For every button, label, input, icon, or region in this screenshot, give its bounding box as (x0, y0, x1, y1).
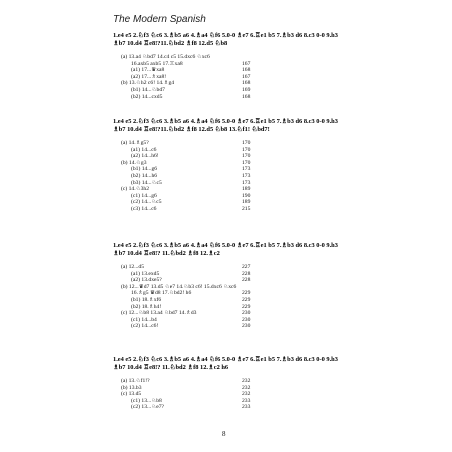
variation-page: 229 (242, 303, 251, 310)
variation-moves: (b2) 18.♗h4! (131, 303, 162, 310)
variation-moves: (b1) 14...g6 (131, 166, 158, 173)
variation-moves: (a2) 14...h6! (131, 153, 159, 160)
variation-page: 233 (242, 397, 251, 404)
variation-moves: (c) 12...♘b8 13.a4 ♘bd7 14.♗d3 (121, 310, 197, 317)
variation-page: 230 (242, 323, 251, 330)
variation-page: 167 (242, 60, 251, 67)
section-heading: 1.e4 e5 2.♘f3 ♘c6 3.♗b5 a6 4.♗a4 ♘f6 5.0-0 ♗e7 6.♖e1 b5 7.♗b3 d6 8.c3 0-0 9.h3 ♗b7 10.d4 ♖e8!?11.♘bd2 ♗f8 12.d5 ♘b8 (113, 32, 338, 47)
variation-page: 230 (242, 316, 251, 323)
variation-page: 190 (242, 192, 251, 199)
variation-moves: (c2) 14...♘c5 (131, 199, 162, 206)
variation-page: 230 (242, 310, 251, 317)
variation-page: 232 (242, 378, 251, 384)
variation-page: 170 (242, 140, 251, 146)
variation-page: 168 (242, 80, 251, 87)
variation-moves: (c1) 14...g6 (131, 192, 157, 199)
variation-page: 170 (242, 146, 251, 153)
variation-page: 170 (242, 153, 251, 160)
variation-moves: (c) 14.♘3h2 (121, 186, 150, 193)
page-title: The Modern Spanish (113, 14, 206, 25)
variation-page: 232 (242, 391, 251, 398)
variation-page: 173 (242, 173, 251, 179)
section-heading: 1.e4 e5 2.♘f3 ♘c6 3.♗b5 a6 4.♗a4 ♘f6 5.0-0 ♗e7 6.♖e1 b5 7.♗b3 d6 8.c3 0-0 9.h3 ♗b7 10.d4 ♖e8!?11.♘bd2 ♗f8 12.d5 ♘b8 13.♘f1! ♘bd7! (113, 118, 338, 133)
variation-page: 169 (242, 87, 251, 93)
variation-page: 170 (242, 159, 251, 166)
variation-moves: (b1) 14...♘bd7 (131, 87, 165, 93)
variation-moves: (a) 14.♗g5? (121, 140, 149, 146)
variation-page: 228 (242, 277, 251, 284)
variation-page: 167 (242, 73, 251, 80)
variation-page: 168 (242, 67, 251, 74)
variation-moves: (a) 12...d5 (121, 264, 144, 270)
variation-moves: 16.♗g5 ♛d8 17.♘bd2! h6 (131, 290, 192, 297)
variation-moves: (c2) 14...c6! (131, 323, 159, 330)
variation-moves: (b) 12...♛d7 13.d5 ♘e7 14.♘b3 c6! 15.dxc6 ♘xc6 (121, 283, 237, 290)
variation-moves: (a1) 17...♛xa8 (131, 67, 165, 74)
variation-moves: (a1) 14...c6 (131, 146, 157, 153)
variation-page: 173 (242, 166, 251, 173)
variation-moves: (b) 13.♘h2 c6! 14.♗g4 (121, 80, 175, 87)
variation-page: 227 (242, 264, 251, 270)
section-heading: 1.e4 e5 2.♘f3 ♘c6 3.♗b5 a6 4.♗a4 ♘f6 5.0-0 ♗e7 6.♖e1 b5 7.♗b3 d6 8.c3 0-0 9.h3 ♗b7 10.d4 ♖e8!? 11.♘bd2 ♗f8 12.♗c2 h6 (113, 356, 338, 371)
variation-page: 168 (242, 93, 251, 100)
variation-moves: (b) 14.♘g3 (121, 159, 147, 166)
variation-page: 229 (242, 290, 251, 297)
section-heading: 1.e4 e5 2.♘f3 ♘c6 3.♗b5 a6 4.♗a4 ♘f6 5.0-0 ♗e7 6.♖e1 b5 7.♗b3 d6 8.c3 0-0 9.h3 ♗b7 10.d4 ♖e8!? 11.♘bd2 ♗f8 12.♗c2 (113, 242, 338, 257)
variation-page: 215 (242, 206, 251, 212)
variation-moves: (c) 13.d5 (121, 391, 142, 398)
variation-moves: (b2) 14...h6 (131, 173, 158, 179)
variation-page: 228 (242, 270, 251, 277)
variation-moves: (b2) 14...cxd5 (131, 93, 163, 100)
variation-moves: (b3) 14...♘c5 (131, 179, 162, 186)
variation-moves: 16.axb5 axb5 17.♖xa8 (131, 60, 183, 67)
variation-page: 189 (242, 199, 251, 206)
variation-moves: (a) 13.♘f1!? (121, 378, 150, 384)
variation-moves: (c3) 14...c6 (131, 206, 157, 212)
variation-page: 173 (242, 179, 251, 186)
variation-moves: (b1) 18.♗xf6 (131, 297, 162, 303)
variation-moves: (b) 13.b3 (121, 384, 142, 391)
variation-page: 232 (242, 384, 251, 391)
page-number: 8 (222, 430, 226, 438)
variation-moves: (c1) 13...♘b8 (131, 397, 162, 404)
variation-page: 189 (242, 186, 251, 193)
variation-page: 233 (242, 404, 251, 411)
variation-moves: (c1) 14...b4 (131, 316, 157, 323)
variation-moves: (c2) 13...♘e7? (131, 404, 164, 411)
variation-moves: (a2) 13.dxe5? (131, 277, 162, 284)
variation-moves: (a1) 13.exd5 (131, 270, 160, 277)
variation-page: 229 (242, 297, 251, 303)
variation-moves: (a) 13.a4 ♘bd7 14.c4 c5 15.dxc6 ♘xc6 (121, 54, 210, 60)
variation-moves: (a2) 17...♗xa8! (131, 73, 167, 80)
